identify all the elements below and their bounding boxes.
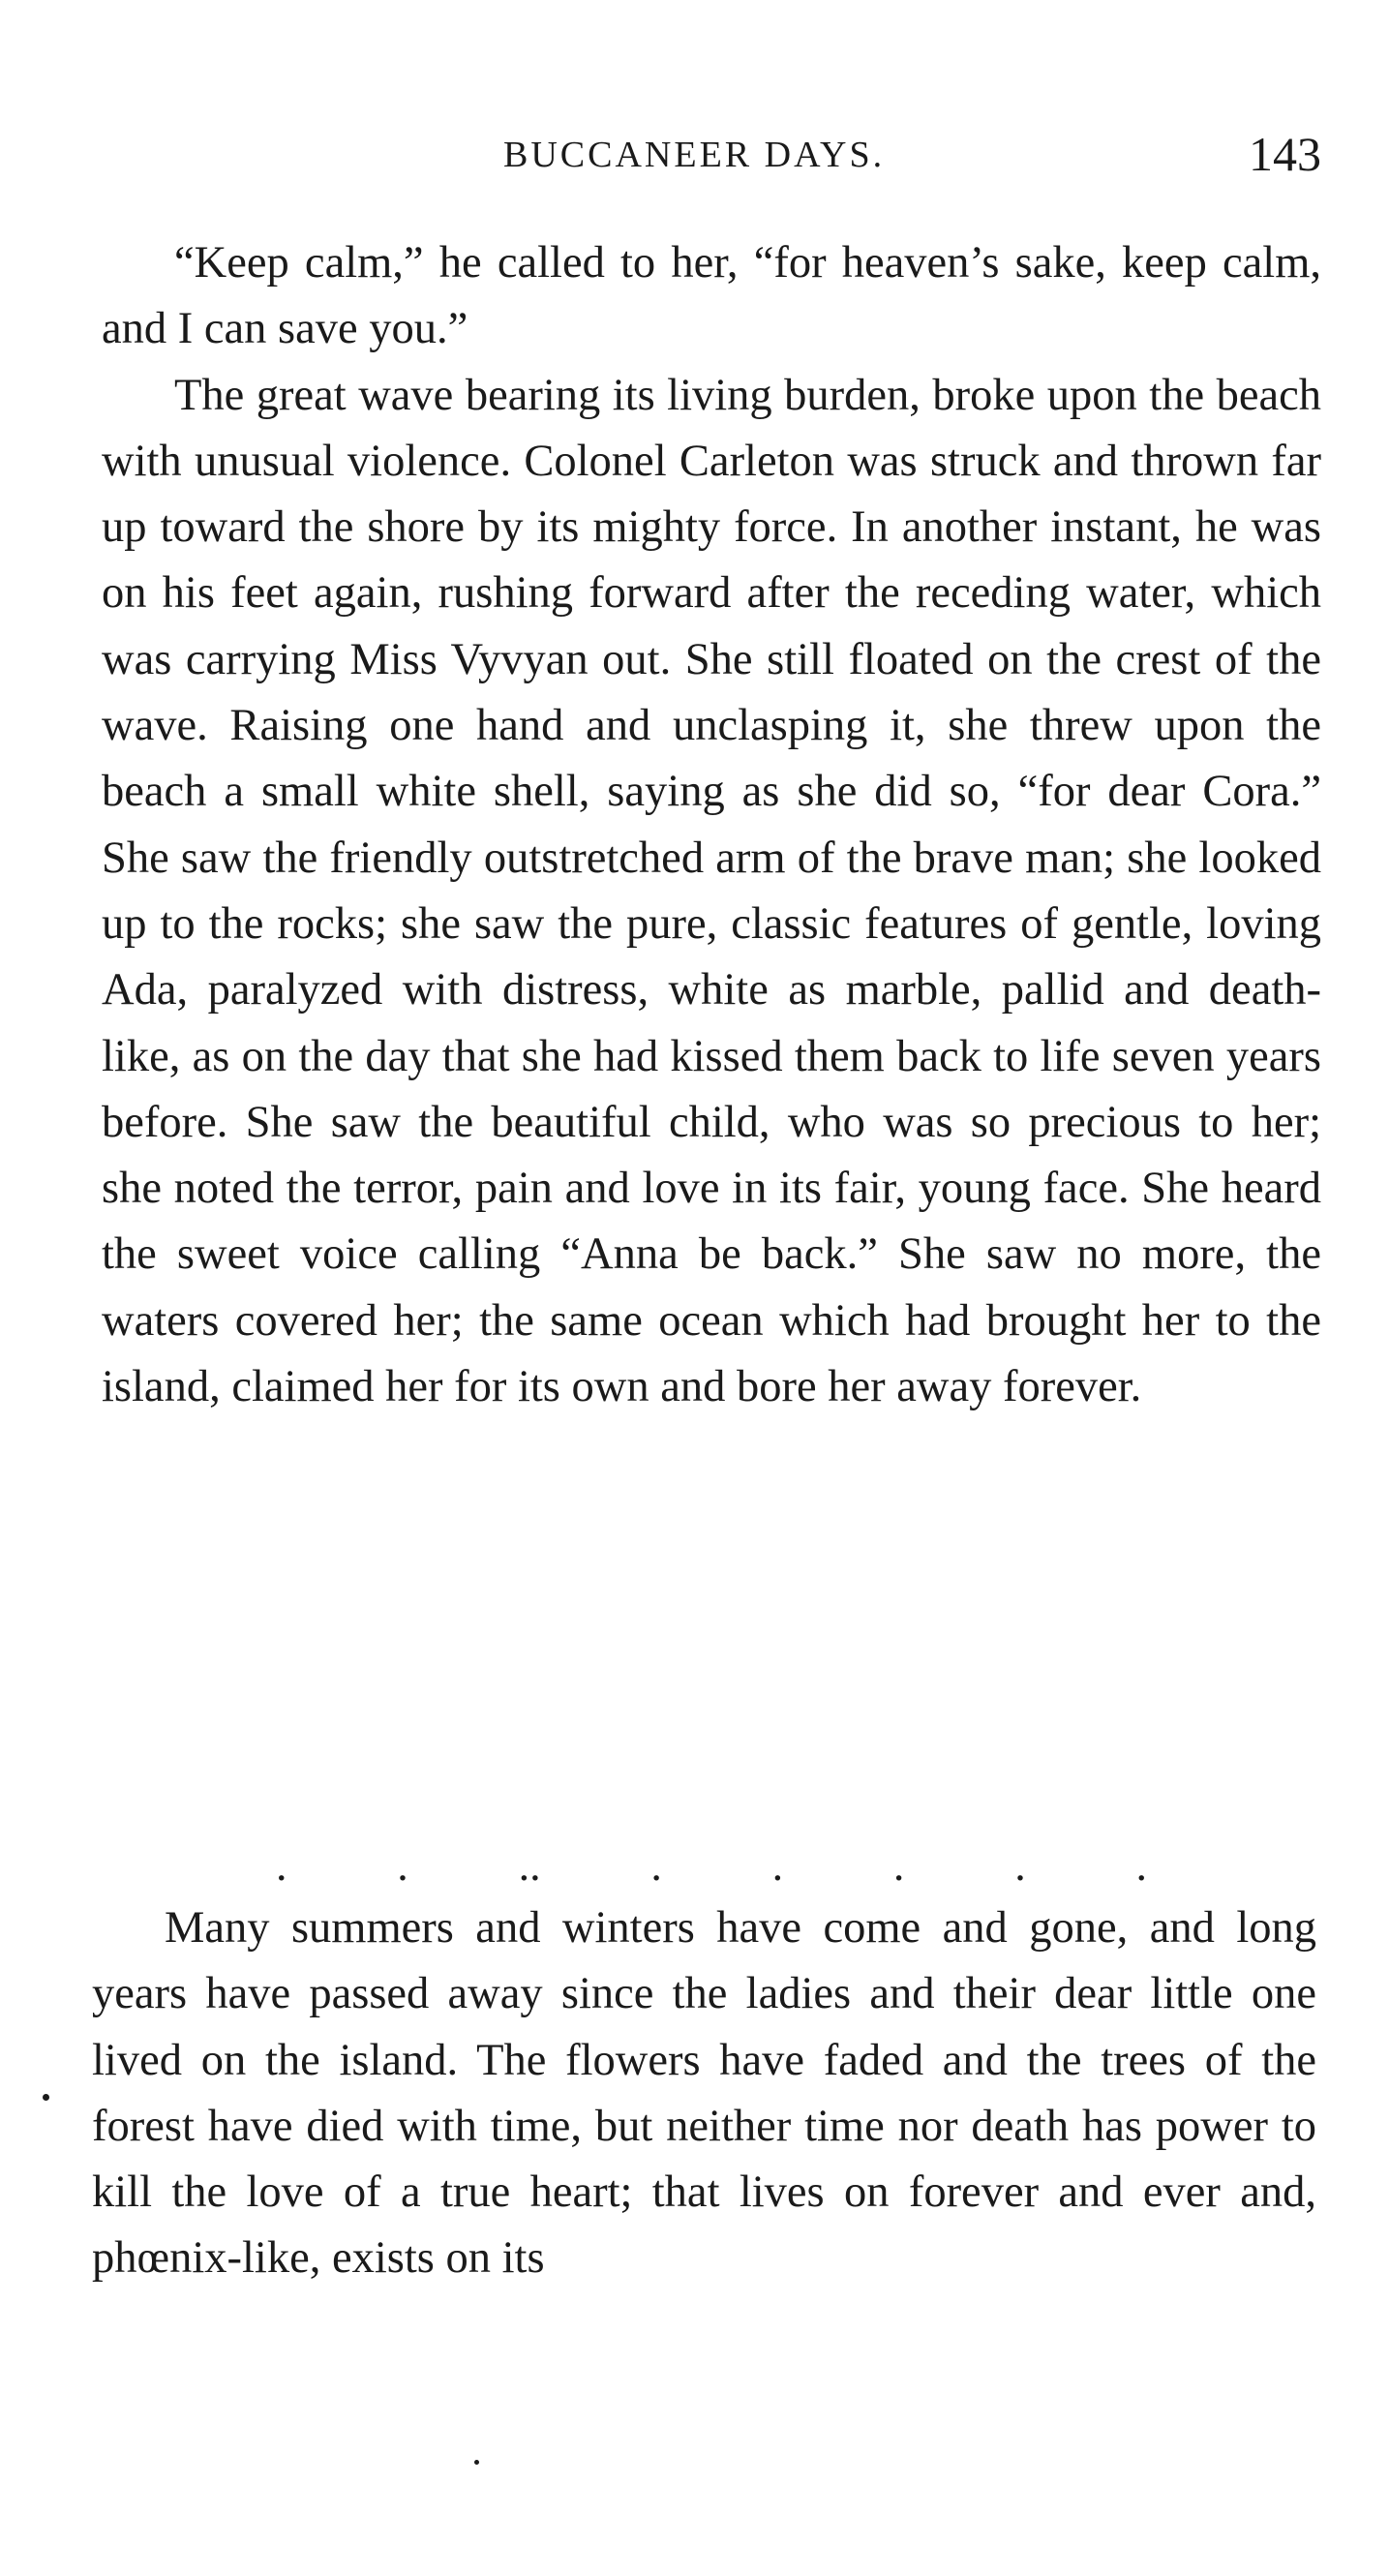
separator-dot: . — [1014, 1840, 1026, 1890]
separator-dot: . — [892, 1840, 905, 1890]
separator-dot: . — [1135, 1840, 1147, 1890]
print-speck — [43, 2094, 49, 2101]
separator-dot: .. — [518, 1840, 541, 1890]
separator-dot: . — [276, 1840, 287, 1890]
print-speck — [474, 2460, 479, 2465]
body-text — [102, 230, 1321, 1420]
separator-dot: . — [650, 1840, 662, 1890]
closing-text — [92, 1895, 1316, 2292]
paragraph: “Keep calm,” he called to her, “for heaven’s sake, keep calm, and I can save you.” — [102, 238, 1321, 354]
separator-dot: . — [397, 1840, 408, 1890]
separator-dot: . — [771, 1840, 784, 1890]
page-number: 143 — [1249, 127, 1321, 181]
paragraph: Many summers and winters have come and gone, and long years have passed away since the ladies and their dear little one lived on the island. The flowers have faded and the trees of the forest have died with time, but neither time nor death has power to kill the love of a true heart; that lives on forever and ever and, phœnix-like, exists on its — [92, 1903, 1316, 2284]
section-separator — [276, 1839, 1147, 1891]
paragraph: The great wave bearing its living burden, broke upon the beach with unusual violence. Colonel Carleton was struck and thrown far up toward the shore by its mighty force. In another instant, he was on his feet again, rushing forward after the receding water, which was carrying Miss Vyvyan out. She still floated on the crest of the wave. Raising one hand and unclasping it, she threw upon the beach a small white shell, saying as she did so, “for dear Cora.” She saw the friendly outstretched arm of the brave man; she looked up to the rocks; she saw the pure, classic features of gentle, loving Ada, paralyzed with distress, white as marble, pallid and death-like, as on the day that she had kissed them back to life seven years before. She saw the beautiful child, who was so precious to her; she noted the terror, pain and love in its fair, young face. She heard the sweet voice calling “Anna be back.” She saw no more, the waters covered her; the same ocean which had brought her to the island, claimed her for its own and bore her away forever. — [102, 370, 1321, 1412]
running-head — [97, 126, 1321, 184]
running-title: BUCCANEER DAYS. — [503, 135, 886, 175]
